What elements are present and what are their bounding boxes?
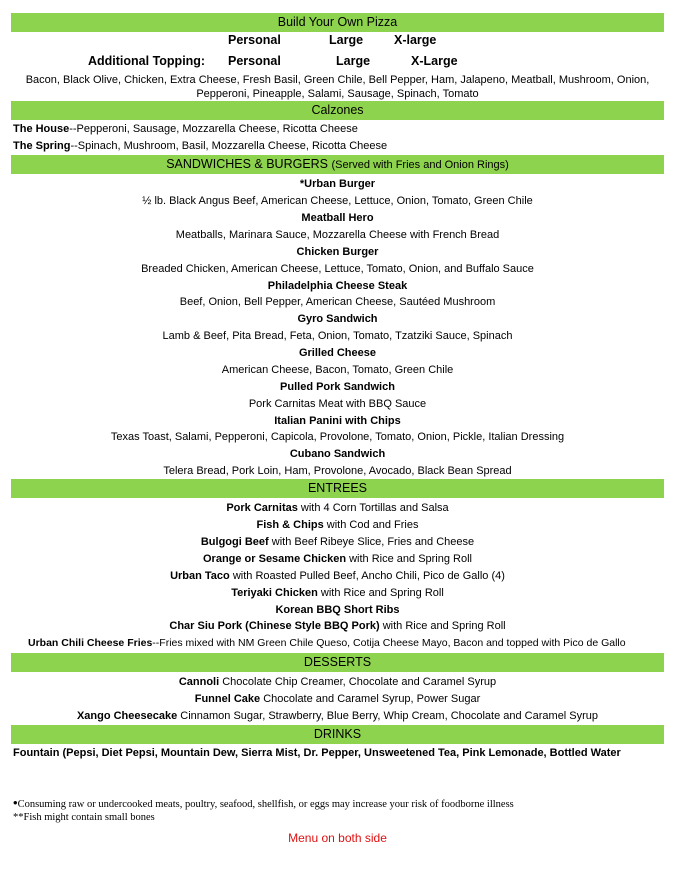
toppings-list-line2: Pepperoni, Pineapple, Salami, Sausage, Spinach, Tomato xyxy=(196,88,479,100)
entrees-header: ENTREES xyxy=(11,479,664,498)
entree-desc: with Roasted Pulled Beef, Ancho Chili, Pico de Gallo (4) xyxy=(229,570,505,582)
calzone-name: The Spring xyxy=(13,140,71,152)
dessert-item xyxy=(11,675,664,689)
dessert-desc: Chocolate Chip Creamer, Chocolate and Caramel Syrup xyxy=(219,676,497,688)
entree-item xyxy=(11,518,664,532)
pizza-size-large: Large xyxy=(329,33,364,47)
sandwich-desc: Texas Toast, Salami, Pepperoni, Capicola, Provolone, Tomato, Onion, Pickle, Italian Dressing xyxy=(110,431,565,443)
calzone-desc: --Pepperoni, Sausage, Mozzarella Cheese, Ricotta Cheese xyxy=(69,123,358,135)
entree-desc: with Beef Ribeye Slice, Fries and Cheese xyxy=(268,536,475,548)
entree-desc: with Rice and Spring Roll xyxy=(379,620,506,632)
foodborne-note-text: Consuming raw or undercooked meats, poultry, seafood, shellfish, or eggs may increase your risk of foodborne illness xyxy=(17,799,514,810)
fish-note: **Fish might contain small bones xyxy=(13,812,155,823)
entree-name: Urban Chili Cheese Fries xyxy=(28,637,153,649)
topping-label: Additional Topping: xyxy=(88,54,206,68)
entree-item xyxy=(11,569,664,583)
calzone-desc: --Spinach, Mushroom, Basil, Mozzarella Cheese, Ricotta Cheese xyxy=(70,140,388,152)
drinks-header: DRINKS xyxy=(11,725,664,744)
entree-item xyxy=(11,535,664,549)
sandwich-desc: ½ lb. Black Angus Beef, American Cheese, Lettuce, Onion, Tomato, Green Chile xyxy=(142,195,533,207)
entree-desc: --Fries mixed with NM Green Chile Queso, Cotija Cheese Mayo, Bacon and topped with Pico de Gallo xyxy=(152,637,626,649)
sandwich-name: Cubano Sandwich xyxy=(289,448,386,460)
calzones-header: Calzones xyxy=(11,101,664,120)
sandwich-desc: Breaded Chicken, American Cheese, Lettuce, Tomato, Onion, and Buffalo Sauce xyxy=(141,263,534,275)
sandwich-name: Gyro Sandwich xyxy=(297,313,378,325)
entree-name: Teriyaki Chicken xyxy=(231,587,318,599)
entree-desc: with Rice and Spring Roll xyxy=(346,553,472,565)
dessert-item xyxy=(11,709,664,723)
entree-item xyxy=(28,636,668,650)
foodborne-note xyxy=(13,796,666,812)
entree-item xyxy=(11,552,664,566)
sandwich-name: Italian Panini with Chips xyxy=(274,415,401,427)
topping-large: Large xyxy=(336,54,371,68)
entree-name: Orange or Sesame Chicken xyxy=(202,553,347,565)
entree-name: Bulgogi Beef xyxy=(200,536,269,548)
sandwich-desc: Lamb & Beef, Pita Bread, Feta, Onion, Tomato, Tzatziki Sauce, Spinach xyxy=(162,330,513,342)
pizza-size-personal: Personal xyxy=(228,33,281,47)
sandwich-desc: Meatballs, Marinara Sauce, Mozzarella Cheese with French Bread xyxy=(175,229,500,241)
sandwich-name: Grilled Cheese xyxy=(298,347,377,359)
topping-personal: Personal xyxy=(228,54,281,68)
entree-name: Fish & Chips xyxy=(256,519,324,531)
dessert-desc: Cinnamon Sugar, Strawberry, Blue Berry, Whip Cream, Chocolate and Caramel Syrup xyxy=(177,710,599,722)
entree-item xyxy=(11,501,664,515)
sandwich-name: *Urban Burger xyxy=(299,178,376,190)
sandwich-name: Philadelphia Cheese Steak xyxy=(267,280,408,292)
calzone-item xyxy=(13,139,666,153)
menu-both-sides-note: Menu on both side xyxy=(288,831,387,845)
sandwiches-note: (Served with Fries and Onion Rings) xyxy=(331,159,509,171)
calzone-name: The House xyxy=(13,123,70,135)
sandwich-desc: Pork Carnitas Meat with BBQ Sauce xyxy=(248,398,427,410)
entree-name: Pork Carnitas xyxy=(226,502,298,514)
dessert-item xyxy=(11,692,664,706)
sandwich-desc: Telera Bread, Pork Loin, Ham, Provolone, Avocado, Black Bean Spread xyxy=(163,465,512,477)
entree-name: Char Siu Pork (Chinese Style BBQ Pork) xyxy=(169,620,380,632)
entree-desc: with Rice and Spring Roll xyxy=(317,587,444,599)
entree-name: Urban Taco xyxy=(170,570,230,582)
entree-name: Korean BBQ Short Ribs xyxy=(275,604,400,616)
dessert-name: Xango Cheesecake xyxy=(76,710,178,722)
topping-xlarge: X-Large xyxy=(411,54,458,68)
dessert-name: Cannoli xyxy=(178,676,220,688)
pizza-size-xlarge: X-large xyxy=(394,33,437,47)
dessert-desc: Chocolate and Caramel Syrup, Power Sugar xyxy=(260,693,481,705)
entree-item xyxy=(11,586,664,600)
sandwich-name: Meatball Hero xyxy=(301,212,374,224)
bullet-icon: • xyxy=(13,795,18,810)
sandwich-desc: American Cheese, Bacon, Tomato, Green Chile xyxy=(221,364,454,376)
entree-desc: with 4 Corn Tortillas and Salsa xyxy=(297,502,449,514)
sandwiches-header xyxy=(11,155,664,174)
dessert-name: Funnel Cake xyxy=(194,693,261,705)
entree-item xyxy=(11,619,664,633)
sandwich-desc: Beef, Onion, Bell Pepper, American Cheese, Sautéed Mushroom xyxy=(179,296,496,308)
entree-item xyxy=(11,603,664,617)
entree-desc: with Cod and Fries xyxy=(323,519,419,531)
sandwich-name: Pulled Pork Sandwich xyxy=(280,381,395,393)
pizza-header: Build Your Own Pizza xyxy=(11,13,664,32)
drinks-list: Fountain (Pepsi, Diet Pepsi, Mountain Dew, Sierra Mist, Dr. Pepper, Unsweetened Tea, Pink Lemonade, Bottled Water xyxy=(13,747,621,759)
toppings-list-line1: Bacon, Black Olive, Chicken, Extra Cheese, Fresh Basil, Green Chile, Bell Pepper, Ham, Jalapeno, Meatball, Mushroom, Onion, xyxy=(25,74,650,86)
sandwiches-title: SANDWICHES & BURGERS xyxy=(166,157,329,171)
desserts-header: DESSERTS xyxy=(11,653,664,672)
calzone-item xyxy=(13,122,666,136)
sandwich-name: Chicken Burger xyxy=(296,246,379,258)
